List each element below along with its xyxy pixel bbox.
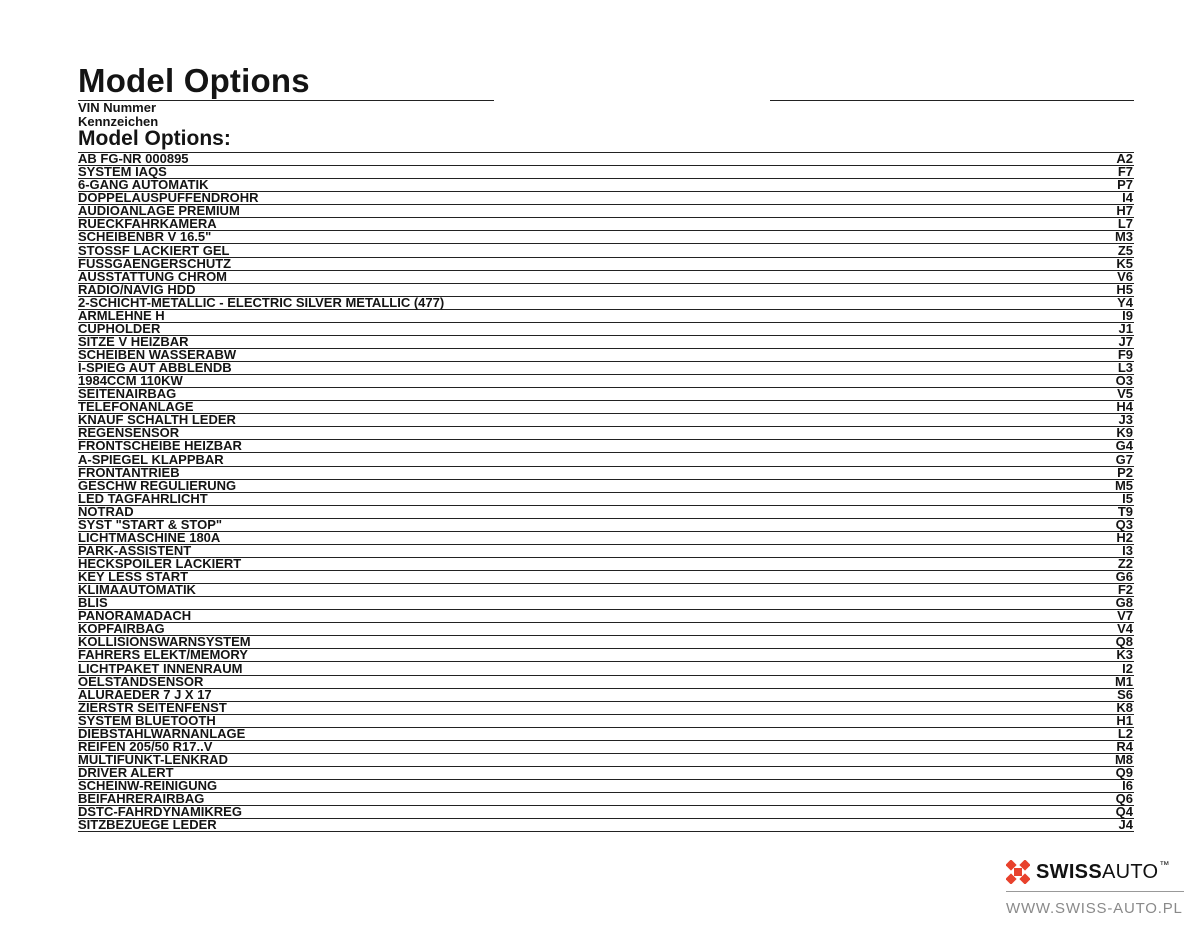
option-row (78, 349, 1134, 362)
option-row (78, 529, 1134, 545)
option-code: R4 (1116, 738, 1133, 754)
option-name: STOSSF LACKIERT GEL (78, 242, 230, 258)
option-name: REIFEN 205/50 R17..V (78, 738, 213, 754)
option-name: SEITENAIRBAG (78, 386, 177, 402)
option-code: F2 (1117, 582, 1133, 598)
option-code: L3 (1117, 360, 1133, 376)
option-name: I-SPIEG AUT ABBLENDB (78, 360, 232, 376)
option-row (78, 453, 1134, 466)
option-row (78, 767, 1134, 780)
option-name: 2-SCHICHT-METALLIC - ELECTRIC SILVER METALLIC (477) (78, 294, 445, 310)
option-code: K3 (1116, 647, 1133, 663)
option-row (78, 673, 1134, 689)
option-code: I6 (1122, 778, 1133, 794)
option-row (78, 806, 1134, 819)
option-code: M8 (1114, 751, 1133, 767)
option-code: T9 (1117, 503, 1133, 519)
option-name: HECKSPOILER LACKIERT (78, 556, 242, 571)
option-code: G4 (1115, 438, 1133, 454)
option-code: Y4 (1117, 294, 1133, 310)
option-name: SYST "START & STOP" (78, 516, 223, 532)
option-name: 1984CCM 110KW (78, 373, 183, 389)
option-name: LICHTMASCHINE 180A (78, 529, 221, 545)
option-row (78, 231, 1134, 244)
option-row (78, 255, 1134, 271)
option-name: SCHEINW-REINIGUNG (78, 778, 218, 794)
logo-url: WWW.SWISS-AUTO.PL (1006, 900, 1183, 917)
option-code: J4 (1118, 817, 1133, 833)
option-name: ARMLEHNE H (78, 307, 165, 323)
option-code: K9 (1116, 425, 1133, 441)
option-code: V6 (1117, 268, 1133, 284)
option-code: P2 (1117, 464, 1133, 480)
option-name: MULTIFUNKT-LENKRAD (78, 751, 228, 767)
option-row (78, 268, 1134, 284)
option-name: PARK-ASSISTENT (78, 542, 192, 558)
logo-trademark: ™ (1159, 860, 1170, 871)
option-name: TELEFONANLAGE (78, 399, 194, 415)
option-row (78, 780, 1134, 793)
plate-underline (770, 100, 1134, 101)
option-code: Z5 (1117, 242, 1133, 258)
option-name: SITZBEZUEGE LEDER (78, 817, 217, 833)
option-name: DIEBSTAHLWARNANLAGE (78, 725, 246, 741)
option-name: KNAUF SCHALTH LEDER (78, 412, 236, 428)
option-row (78, 375, 1134, 388)
option-code: I4 (1122, 190, 1133, 206)
option-code: K5 (1116, 255, 1133, 271)
option-row (78, 166, 1134, 179)
option-row (78, 584, 1134, 597)
option-name: RUECKFAHRKAMERA (78, 216, 217, 232)
option-code: P7 (1117, 177, 1133, 193)
option-row (78, 597, 1134, 610)
option-code: J1 (1118, 320, 1133, 336)
option-name: AUDIOANLAGE PREMIUM (78, 203, 240, 219)
option-name: LICHTPAKET INNENRAUM (78, 660, 243, 676)
option-code: H4 (1116, 399, 1133, 415)
option-code: A2 (1116, 151, 1133, 167)
option-name: DRIVER ALERT (78, 765, 174, 780)
option-row (78, 490, 1134, 506)
option-row (78, 218, 1134, 231)
option-name: KLIMAAUTOMATIK (78, 582, 196, 598)
option-code: H5 (1116, 281, 1133, 297)
option-row (78, 440, 1134, 453)
option-code: V7 (1117, 608, 1133, 624)
option-code: I5 (1122, 490, 1133, 506)
swissauto-logo (1006, 860, 1169, 884)
option-row (78, 571, 1134, 584)
option-row (78, 819, 1134, 832)
option-row (78, 662, 1134, 675)
option-code: H1 (1116, 712, 1133, 728)
option-code: J3 (1118, 412, 1133, 428)
option-code: L2 (1117, 725, 1133, 741)
option-name: NOTRAD (78, 503, 134, 519)
section-title: Model Options: (78, 127, 231, 150)
option-row (78, 320, 1134, 336)
option-name: KEY LESS START (78, 569, 189, 585)
logo-brand-bold: SWISS (1036, 860, 1102, 883)
option-name: AUSSTATTUNG CHROM (78, 268, 228, 284)
option-name: PANORAMADACH (78, 608, 192, 624)
option-row (78, 362, 1134, 375)
option-name: RADIO/NAVIG HDD (78, 281, 196, 297)
option-row (78, 294, 1134, 310)
option-code: Q8 (1115, 634, 1133, 650)
option-row (78, 516, 1134, 532)
option-code: G6 (1115, 569, 1133, 585)
option-name: SYSTEM BLUETOOTH (78, 712, 216, 728)
option-row (78, 388, 1134, 401)
option-name: SYSTEM IAQS (78, 164, 167, 180)
option-code: V5 (1117, 386, 1133, 402)
option-name: FRONTANTRIEB (78, 464, 180, 480)
option-name: LED TAGFAHRLICHT (78, 490, 208, 506)
option-code: G8 (1115, 595, 1133, 611)
option-code: I3 (1122, 542, 1133, 558)
option-name: ZIERSTR SEITENFENST (78, 699, 227, 715)
swiss-cross-logo-icon (1006, 860, 1030, 884)
option-row (78, 414, 1134, 427)
option-row (78, 205, 1134, 218)
option-row (78, 477, 1134, 493)
option-row (78, 464, 1134, 480)
option-code: K8 (1116, 699, 1133, 715)
option-row (78, 307, 1134, 323)
option-row (78, 610, 1134, 623)
plate-label: Kennzeichen (78, 114, 159, 129)
option-name: 6-GANG AUTOMATIK (78, 177, 209, 193)
option-code: L7 (1117, 216, 1133, 232)
option-name: KOLLISIONSWARNSYSTEM (78, 634, 251, 650)
option-code: M5 (1114, 477, 1133, 493)
option-name: DSTC-FAHRDYNAMIKREG (78, 804, 242, 820)
option-code: J7 (1118, 333, 1133, 349)
logo-divider (1006, 891, 1184, 892)
option-name: DOPPELAUSPUFFENDROHR (78, 190, 259, 206)
option-row (78, 153, 1134, 166)
option-code: M3 (1114, 229, 1133, 245)
option-row (78, 333, 1134, 349)
option-code: H7 (1116, 203, 1133, 219)
option-code: Q6 (1115, 791, 1133, 807)
option-code: V4 (1117, 621, 1133, 637)
option-code: O3 (1115, 373, 1133, 389)
option-code: F7 (1117, 164, 1133, 180)
option-name: ALURAEDER 7 J X 17 (78, 686, 212, 702)
option-name: REGENSENSOR (78, 425, 180, 441)
option-code: Q4 (1115, 804, 1133, 820)
options-table (78, 152, 1134, 832)
option-row (78, 725, 1134, 741)
option-row (78, 401, 1134, 414)
option-row (78, 558, 1134, 571)
option-row (78, 244, 1134, 257)
option-code: Q3 (1115, 516, 1133, 532)
option-code: H2 (1116, 529, 1133, 545)
option-code: S6 (1117, 686, 1133, 702)
logo-brand-light: AUTO (1101, 860, 1159, 883)
option-code: F9 (1117, 347, 1133, 362)
option-name: BLIS (78, 595, 108, 611)
option-name: OELSTANDSENSOR (78, 673, 204, 689)
option-name: CUPHOLDER (78, 320, 161, 336)
option-row (78, 699, 1134, 715)
option-code: I2 (1122, 660, 1133, 676)
option-name: FUSSGAENGERSCHUTZ (78, 255, 232, 271)
option-row (78, 751, 1134, 767)
option-name: A-SPIEGEL KLAPPBAR (78, 451, 224, 467)
option-code: Q9 (1115, 765, 1133, 780)
option-name: SCHEIBEN WASSERABW (78, 347, 237, 362)
option-row (78, 503, 1134, 519)
option-row (78, 738, 1134, 754)
option-name: BEIFAHRERAIRBAG (78, 791, 205, 807)
option-code: Z2 (1117, 556, 1133, 571)
option-code: M1 (1114, 673, 1133, 689)
option-code: I9 (1122, 307, 1133, 323)
option-name: GESCHW REGULIERUNG (78, 477, 237, 493)
option-name: KOPFAIRBAG (78, 621, 165, 637)
option-code: G7 (1115, 451, 1133, 467)
page-title: Model Options (78, 62, 310, 99)
option-name: FAHRERS ELEKT/MEMORY (78, 647, 248, 663)
option-name: AB FG-NR 000895 (78, 151, 189, 167)
option-name: SCHEIBENBR V 16.5" (78, 229, 212, 245)
vin-label: VIN Nummer (78, 100, 157, 115)
option-row (78, 686, 1134, 702)
option-name: FRONTSCHEIBE HEIZBAR (78, 438, 242, 454)
option-name: SITZE V HEIZBAR (78, 333, 189, 349)
